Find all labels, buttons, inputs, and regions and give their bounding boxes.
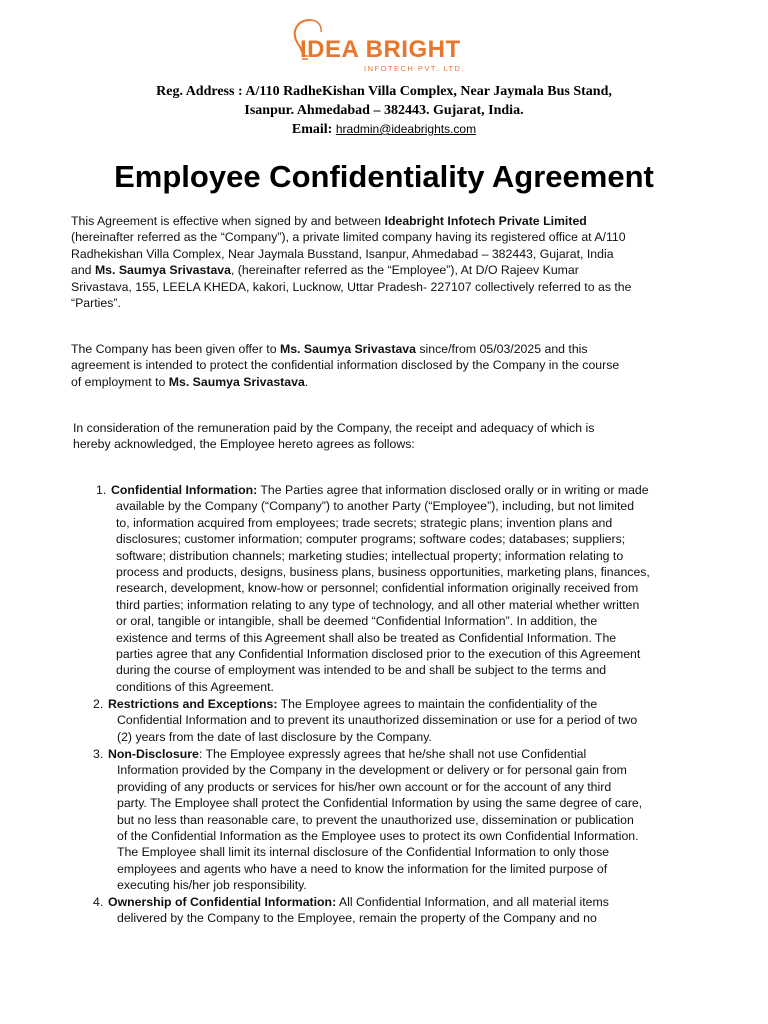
clause-2 (93, 696, 713, 745)
clause-heading: Restrictions and Exceptions: (108, 697, 278, 711)
logo-wordmark: IDEA BRIGHT (300, 36, 461, 63)
document-title: Employee Confidentiality Agreement (114, 159, 654, 194)
consideration-paragraph (73, 420, 693, 453)
clause-heading: Confidential Information: (111, 483, 258, 497)
text: since/from 05/03/2025 and this (415, 342, 588, 356)
text: or oral, tangible or intangible, shall be deemed “Confidential Information”. In addition, the (116, 614, 598, 629)
text: In consideration of the remuneration paid by the Company, the receipt and adequacy of which is (73, 421, 595, 435)
text: of the Confidential Information as the Employee uses to protect its own Confidential Information. (117, 829, 639, 844)
address-line-2: Isanpur. Ahmedabad – 382443. Gujarat, India. (244, 103, 524, 118)
text: Srivastava, 155, LEELA KHEDA, kakori, Lucknow, Uttar Pradesh- 227107 collectively referred to as the (71, 279, 632, 294)
email-line (0, 120, 768, 139)
text: All Confidential Information, and all material items (336, 895, 609, 909)
text: during the course of employment was intended to be and shall be subject to the terms and (116, 663, 607, 678)
clause-4 (93, 894, 713, 927)
logo-subtitle: INFOTECH PVT. LTD. (364, 64, 466, 73)
company-logo (288, 14, 488, 76)
text: . (304, 374, 309, 389)
text: research, development, know-how or personnel; confidential information originally received from (116, 581, 639, 596)
text: party. The Employee shall protect the Confidential Information by using the same degree of care, (117, 796, 643, 811)
email-label: Email: (291, 122, 333, 137)
text: : The Employee expressly agrees that he/she shall not use Confidential (198, 747, 587, 761)
clause-number: 3. (93, 747, 104, 761)
text: , (hereinafter referred as the “Employee”), At D/O Rajeev Kumar (230, 263, 579, 278)
text: conditions of this Agreement. (116, 679, 274, 694)
text: The Employee agrees to maintain the confidentiality of the (277, 697, 598, 711)
clause-heading: Non-Disclosure (108, 747, 199, 761)
text: Information provided by the Company in the development or delivery or for personal gain from (117, 763, 627, 778)
text: third parties; information relating to any type of technology, and all other material whether written (116, 597, 640, 612)
text: disclosures; customer information; computer programs; software codes; databases; suppliers; (116, 532, 626, 547)
clause-number: 2. (93, 697, 104, 711)
text: executing his/her job responsibility. (117, 878, 307, 893)
text: Radhekishan Villa Complex, Near Jaymala Busstand, Isanpur, Ahmedabad – 382443, Gujarat, India (71, 246, 614, 261)
text: to, information acquired from employees; trade secrets; strategic plans; invention plans and (116, 515, 613, 530)
text: and (71, 263, 95, 278)
text: Confidential Information and to prevent its unauthorized dissemination or use for a period of two (117, 713, 638, 728)
employee-name: Ms. Saumya Srivastava (94, 263, 231, 278)
text: employees and agents who have a need to know the information for the limited purpose of (117, 861, 608, 876)
text: parties agree that any Confidential Information disclosed prior to the execution of this Agreement (116, 647, 641, 662)
employee-name: Ms. Saumya Srivastava (168, 374, 305, 389)
text: providing of any products or services for his/her own account or for the account of any third (117, 779, 612, 794)
text: available by the Company (“Company”) to another Party (“Employee”), including, but not limited (116, 499, 635, 514)
clause-1 (96, 482, 716, 695)
text: agreement is intended to protect the confidential information disclosed by the Company in the course (71, 358, 620, 373)
text: (hereinafter referred as the “Company”), a private limited company having its registered office at A/110 (71, 230, 626, 245)
text: This Agreement is effective when signed by and between (71, 214, 385, 228)
text: (2) years from the date of last disclosure by the Company. (117, 729, 432, 744)
text: of employment to (71, 374, 169, 389)
clause-heading: Ownership of Confidential Information: (108, 895, 337, 909)
text: The Employee shall limit its internal disclosure of the Confidential Information to only those (117, 845, 610, 860)
clause-number: 1. (96, 483, 107, 497)
intro-paragraph (71, 213, 691, 311)
offer-paragraph (71, 341, 691, 390)
clause-3 (93, 746, 713, 894)
email-link[interactable]: hradmin@ideabrights.com (335, 122, 477, 136)
text: The Company has been given offer to (71, 342, 280, 356)
text: software; distribution channels; marketing studies; intellectual property; information relating to (116, 548, 624, 563)
clause-number: 4. (93, 895, 104, 909)
text: but no less than reasonable care, to prevent the unauthorized use, dissemination or publication (117, 812, 634, 827)
company-name: Ideabright Infotech Private Limited (384, 214, 587, 228)
text: hereby acknowledged, the Employee hereto agrees as follows: (73, 437, 415, 452)
text: process and products, designs, business plans, business opportunities, marketing plans, finances, (116, 565, 650, 580)
address-line-1: Reg. Address : A/110 RadheKishan Villa Complex, Near Jaymala Bus Stand, (156, 84, 612, 99)
text: existence and terms of this Agreement shall also be treated as Confidential Information. The (116, 630, 617, 645)
text: The Parties agree that information disclosed orally or in writing or made (257, 483, 649, 497)
text: “Parties”. (71, 296, 121, 311)
employee-name: Ms. Saumya Srivastava (279, 342, 416, 356)
text: delivered by the Company to the Employee, remain the property of the Company and no (117, 911, 597, 926)
